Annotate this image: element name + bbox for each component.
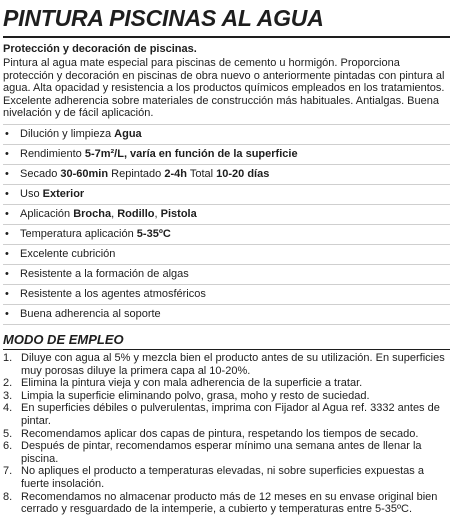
feature-item [3,284,450,304]
page-title: PINTURA PISCINAS AL AGUA [3,5,450,38]
step-number: 8. [3,490,13,503]
step-item [3,402,450,427]
feature-text [20,148,298,160]
feature-text [20,288,206,300]
section-title: MODO DE EMPLEO [3,332,450,350]
feature-label: Rendimiento [20,148,85,161]
feature-item [3,204,450,224]
step-item [3,428,450,441]
step-number: 3. [3,389,13,402]
feature-text [20,128,142,140]
feature-label: Uso [20,188,43,201]
step-item [3,440,450,465]
feature-text [20,208,197,220]
bullet-icon: • [5,148,9,161]
bullet-icon: • [5,168,9,181]
feature-label: Temperatura aplicación [20,228,137,241]
step-text: Recomendamos aplicar dos capas de pintura, respetando los tiempos de secado. [21,427,419,440]
features-list [3,124,450,325]
feature-item [3,124,450,144]
feature-label: , [111,208,118,221]
feature-label: Aplicación [20,208,74,221]
feature-value: Rodillo [117,208,155,221]
feature-item [3,164,450,184]
bullet-icon: • [5,208,9,221]
bullet-icon: • [5,228,9,241]
description: Pintura al agua mate especial para piscinas de cemento u hormigón. Proporciona protección y decoración en piscinas de obra nuevo o anteriormente pintadas con pintura al agua. Alta opacidad y resistencia a los productos químicos empleados en los tratamientos. Excelente adherencia sobre materiales de construcción más habituales. Antialgas. Buena nivelación y de fácil aplicación. [3,57,445,120]
feature-value: 5-35ºC [136,228,171,241]
subtitle: Protección y decoración de piscinas. [3,43,197,55]
feature-text [20,228,171,240]
bullet-icon: • [5,268,9,281]
feature-value: 10-20 días [216,168,270,181]
step-item [3,491,450,516]
step-text: Diluye con agua al 5% y mezcla bien el producto antes de su utilización. En superficies muy porosas diluye la primera capa al 10-20%. [21,351,445,377]
feature-label: Buena adherencia al soporte [20,308,161,321]
feature-label: Resistente a los agentes atmosféricos [20,288,206,301]
bullet-icon: • [5,128,9,141]
step-number: 4. [3,402,13,415]
bullet-icon: • [5,308,9,321]
feature-text [20,308,161,320]
bullet-icon: • [5,248,9,261]
product-sheet [3,5,450,516]
feature-label: , [154,208,161,221]
step-text: Después de pintar, recomendamos esperar mínimo una semana antes de llenar la piscina. [21,440,422,465]
feature-text [20,168,269,180]
step-item [3,390,450,403]
step-number: 7. [3,465,13,478]
feature-value: Agua [114,128,142,141]
step-text: No apliques el producto a temperaturas elevadas, ni sobre superficies expuestas a fuerte insolación. [21,465,424,490]
bullet-icon: • [5,288,9,301]
feature-label: Total [186,168,217,181]
feature-label: Excelente cubrición [20,248,116,261]
feature-value: 2-4h [164,168,187,181]
step-item [3,352,450,377]
feature-value: Pistola [160,208,197,221]
step-text: En superficies débiles o pulverulentas, imprima con Fijador al Agua ref. 3332 antes de pintar. [21,402,440,427]
feature-value: 5-7m²/L, varía en función de la superficie [84,148,298,161]
step-number: 1. [3,351,13,364]
feature-value: Exterior [42,188,85,201]
step-text: Elimina la pintura vieja y con mala adherencia de la superficie a tratar. [21,377,363,390]
feature-item [3,264,450,284]
step-number: 6. [3,440,13,453]
feature-item [3,144,450,164]
step-item [3,465,450,490]
feature-label: Secado [20,168,61,181]
step-number: 5. [3,427,13,440]
feature-label: Dilución y limpieza [20,128,115,141]
feature-text [20,248,115,260]
feature-item [3,244,450,264]
feature-value: 30-60min [60,168,109,181]
feature-value: Brocha [73,208,112,221]
step-number: 2. [3,377,13,390]
feature-item [3,184,450,204]
feature-label: Resistente a la formación de algas [20,268,189,281]
step-item [3,377,450,390]
feature-item [3,224,450,244]
feature-text [20,268,189,280]
step-text: Recomendamos no almacenar producto más de 12 meses en su envase original bien cerrado y resguardado de la intemperie, a cubierto y temperaturas entre 5-35ºC. [21,490,438,516]
feature-item [3,304,450,325]
bullet-icon: • [5,188,9,201]
feature-label: Repintado [108,168,165,181]
feature-text [20,188,84,200]
step-text: Limpia la superficie eliminando polvo, grasa, moho y resto de suciedad. [21,389,370,402]
steps-list [3,352,450,516]
